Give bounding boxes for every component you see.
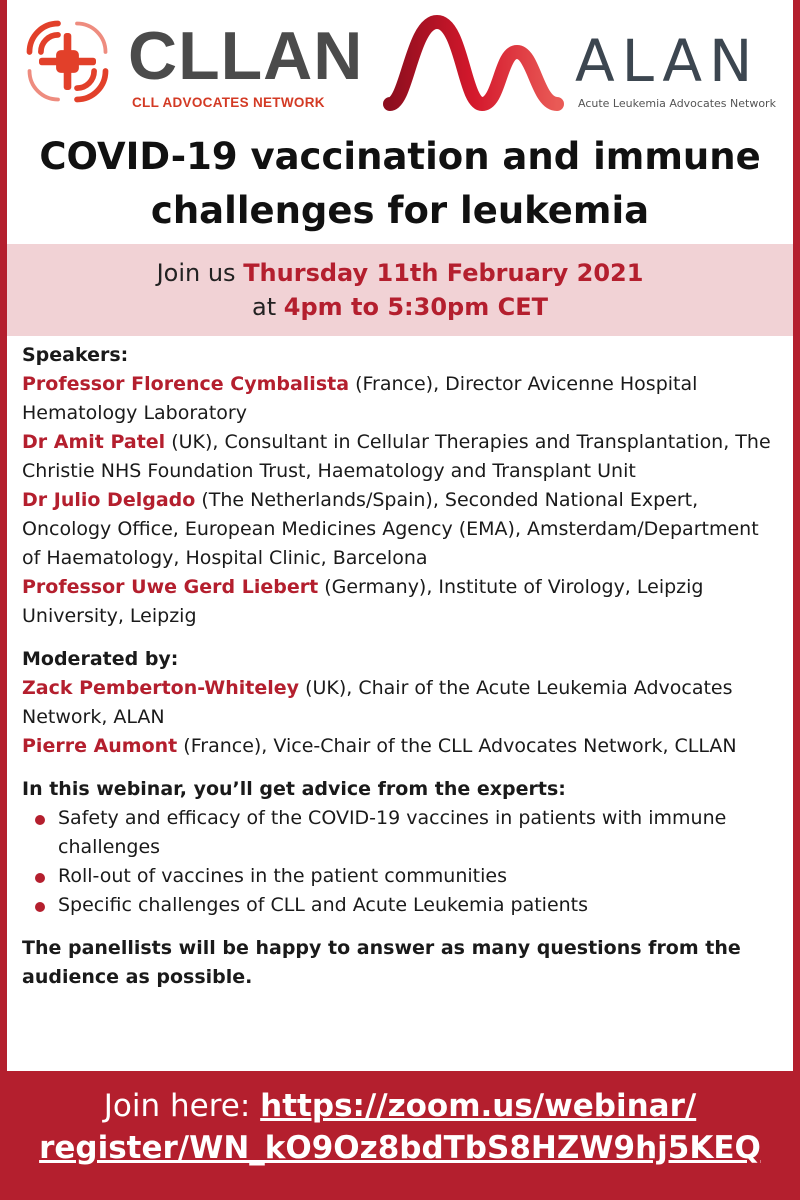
event-date: Thursday 11th February 2021 — [243, 259, 644, 287]
event-details — [22, 341, 782, 992]
speakers-heading: Speakers: — [22, 344, 129, 366]
footer-line-1 — [0, 1085, 800, 1127]
speaker-name: Professor Uwe Gerd Liebert — [22, 576, 319, 598]
registration-link-part-1[interactable]: https://zoom.us/webinar/ — [260, 1088, 697, 1124]
title-line-2: challenges for leukemia — [150, 189, 650, 232]
closing-note: The panellists will be happy to answer as many questions from the audience as possible. — [22, 937, 741, 988]
registration-footer — [0, 1071, 800, 1200]
moderator-item — [22, 732, 782, 761]
cllan-logo-icon — [20, 14, 115, 109]
speaker-item — [22, 573, 782, 631]
speaker-name: Dr Julio Delgado — [22, 489, 196, 511]
title-line-1: COVID-19 vaccination and immune — [39, 135, 761, 178]
webinar-heading: In this webinar, you’ll get advice from the experts: — [22, 778, 566, 800]
page-title — [0, 130, 800, 238]
footer-prefix: Join here: — [103, 1088, 251, 1124]
speaker-detail: (UK), Consultant in Cellular Therapies and Transplantation, The Christie NHS Foundation Trust, Haematology and Transplant Unit — [22, 431, 771, 482]
alan-logo-subtitle: Acute Leukemia Advocates Network — [578, 97, 776, 110]
moderator-detail: (France), Vice-Chair of the CLL Advocates Network, CLLAN — [177, 735, 737, 757]
moderator-detail: (UK), Chair of the Acute Leukemia Advocates Network, ALAN — [22, 677, 733, 728]
date-prefix: Join us — [156, 259, 236, 287]
moderator-name: Pierre Aumont — [22, 735, 178, 757]
moderator-name: Zack Pemberton-Whiteley — [22, 677, 300, 699]
list-item: Specific challenges of CLL and Acute Leukemia patients — [22, 891, 782, 920]
cllan-logo-subtitle: CLL ADVOCATES NETWORK — [132, 95, 325, 110]
speaker-item — [22, 370, 782, 428]
speaker-detail: (France), Director Avicenne Hospital Hematology Laboratory — [22, 373, 698, 424]
registration-link-part-2[interactable]: register/WN_kO9Oz8bdTbS8HZW9hj5KEQ — [39, 1130, 761, 1166]
date-line — [7, 256, 793, 290]
date-band — [7, 244, 793, 336]
footer-line-2 — [0, 1127, 800, 1169]
speaker-detail: (The Netherlands/Spain), Seconded National Expert, Oncology Office, European Medicines Agency (EMA), Amsterdam/Department of Haematology, Hospital Clinic, Barcelona — [22, 489, 759, 569]
moderator-item — [22, 674, 782, 732]
webinar-topics — [22, 804, 782, 920]
speaker-detail: (Germany), Institute of Virology, Leipzig University, Leipzig — [22, 576, 704, 627]
list-item: Safety and efficacy of the COVID-19 vaccines in patients with immune challenges — [22, 804, 782, 862]
time-prefix: at — [252, 293, 277, 321]
moderators-heading: Moderated by: — [22, 648, 179, 670]
alan-logo-text: ALAN — [575, 27, 760, 95]
alan-logo-icon — [382, 12, 564, 120]
time-line — [7, 290, 793, 324]
speaker-item — [22, 428, 782, 486]
list-item: Roll-out of vaccines in the patient communities — [22, 862, 782, 891]
cllan-logo-text: CLLAN — [128, 18, 364, 94]
speaker-item — [22, 486, 782, 573]
logo-header — [0, 0, 800, 128]
event-time: 4pm to 5:30pm CET — [283, 293, 548, 321]
speaker-name: Dr Amit Patel — [22, 431, 166, 453]
speaker-name: Professor Florence Cymbalista — [22, 373, 350, 395]
